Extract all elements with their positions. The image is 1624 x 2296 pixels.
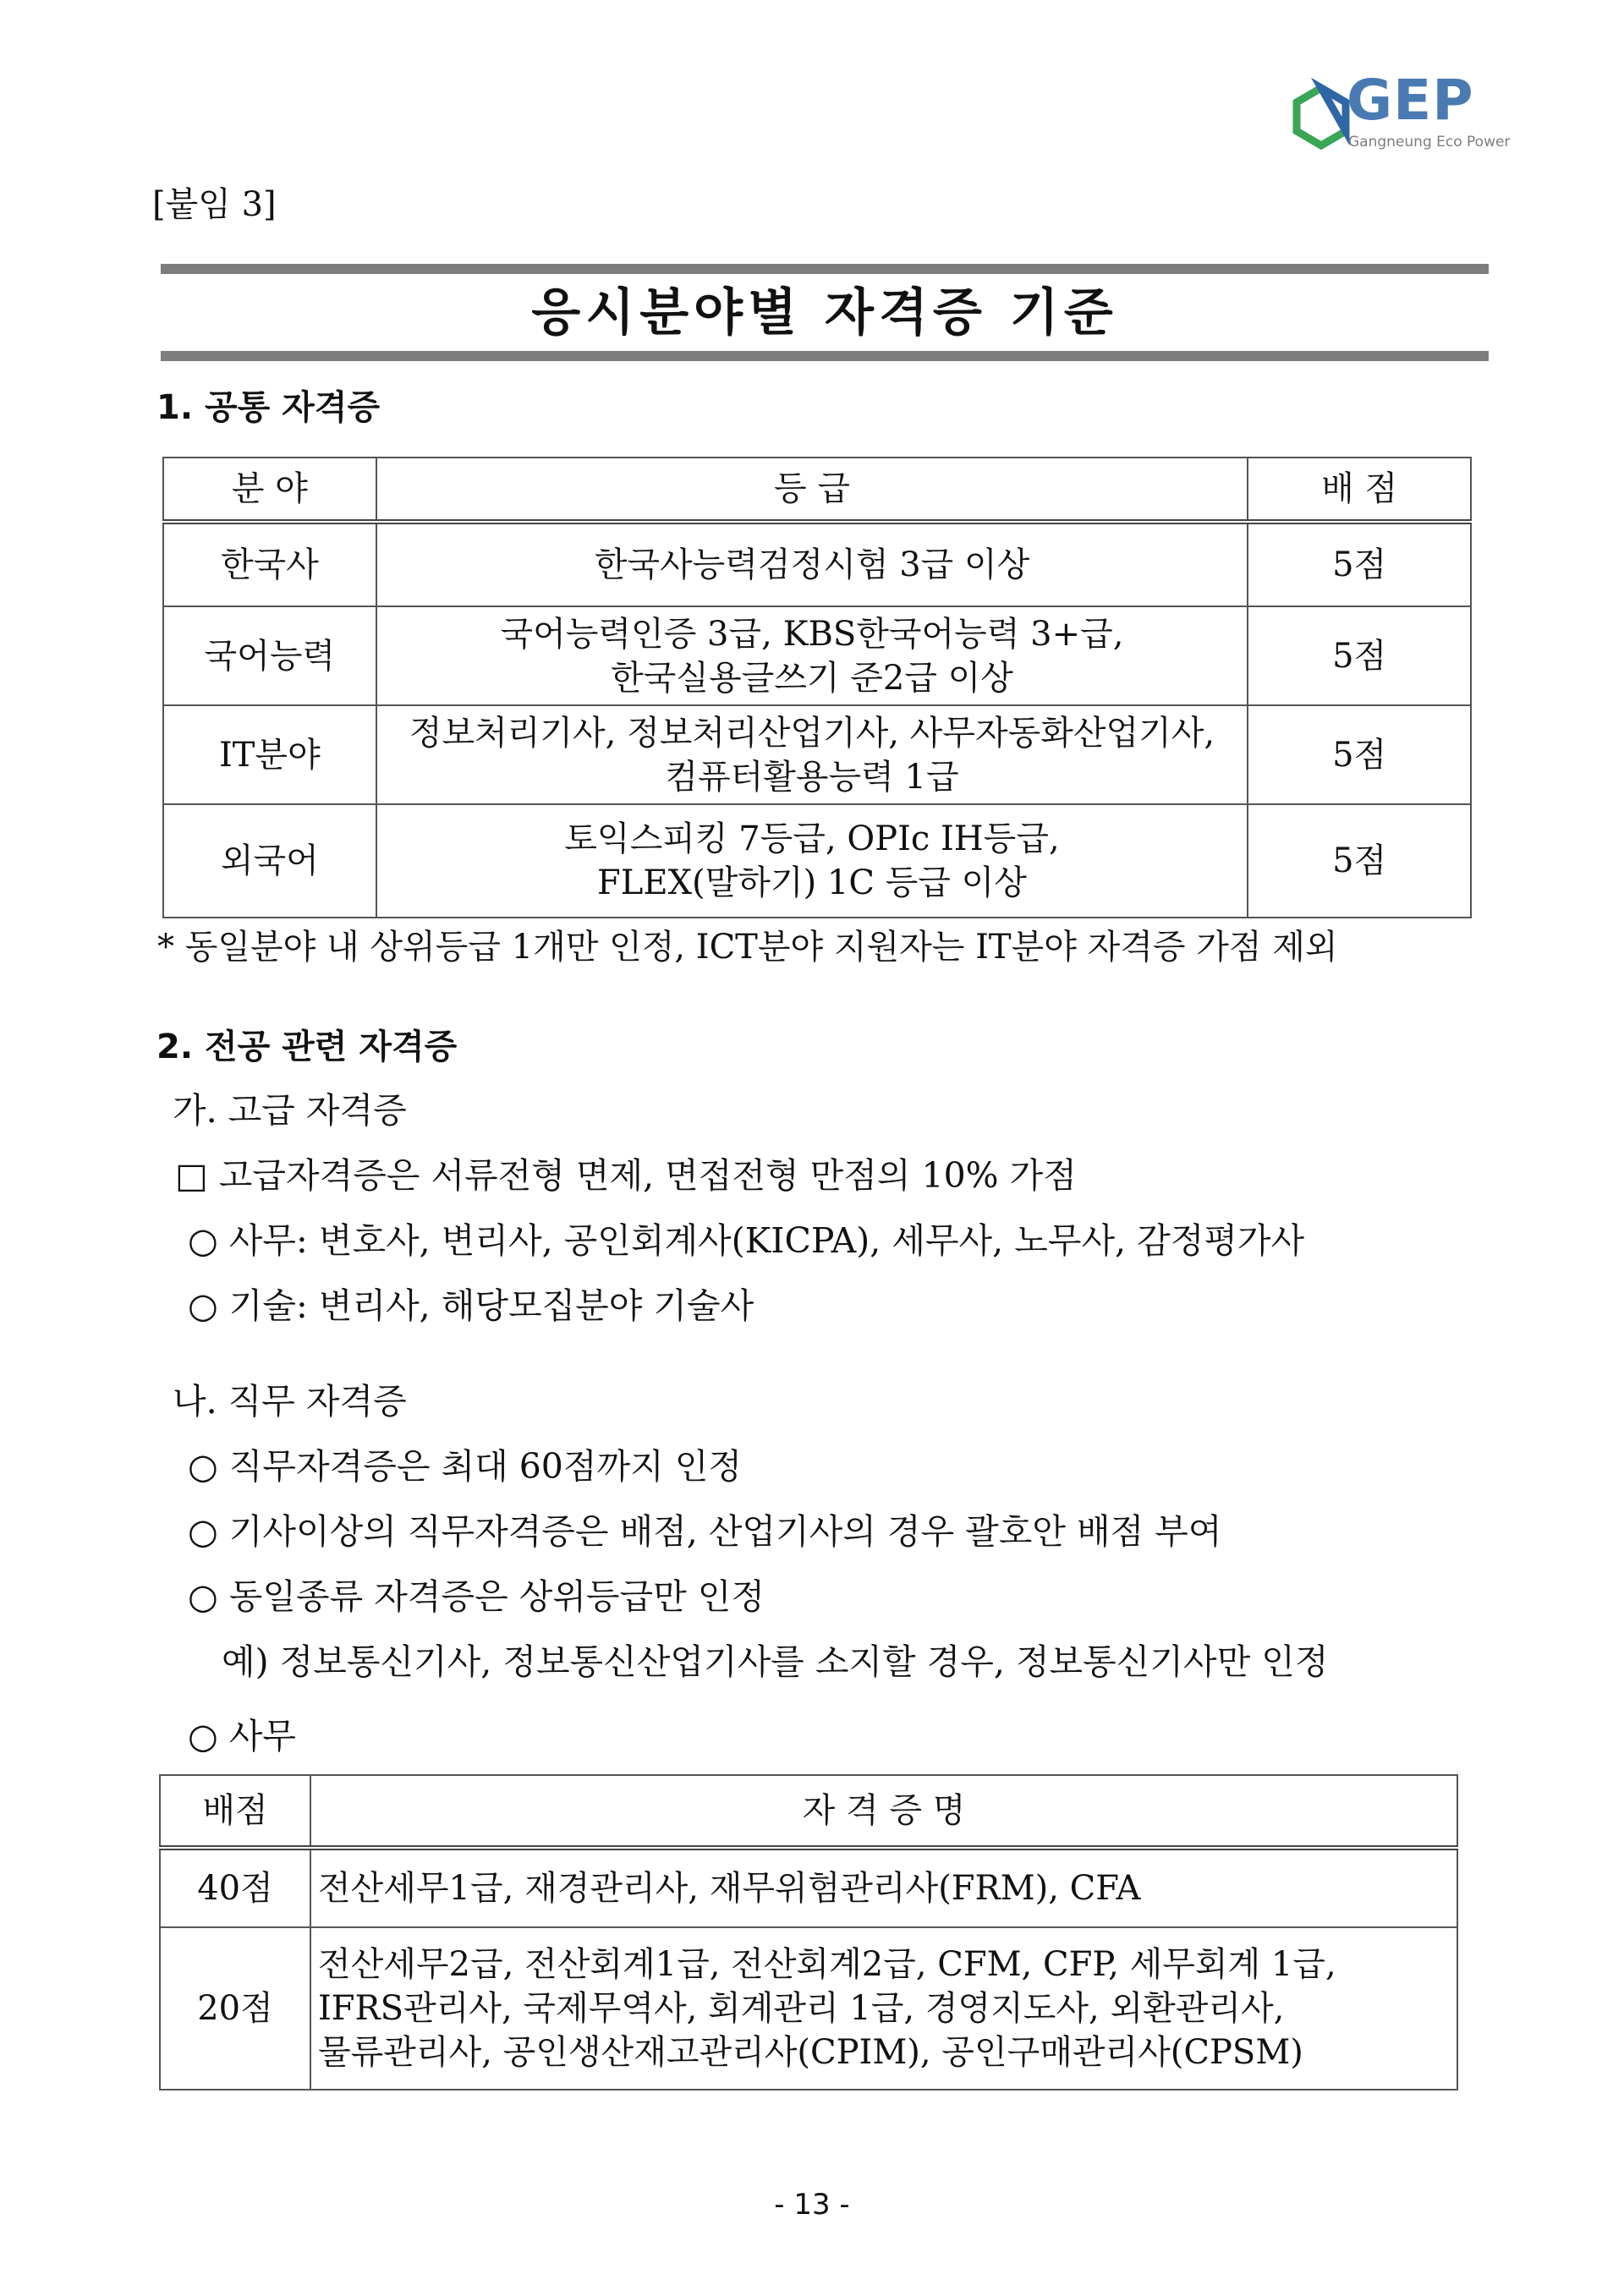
- table-row: [163, 522, 1471, 606]
- table-row: [160, 1848, 1457, 1927]
- cert-line: 전산세무1급, 재경관리사, 재무위험관리사(FRM), CFA: [318, 1869, 1141, 1908]
- grade-cell: [376, 804, 1248, 918]
- table-row: [160, 1927, 1457, 2090]
- grade-cell: [376, 522, 1248, 606]
- score-cell: 5점: [1248, 705, 1471, 804]
- table-header-cert-name: 자 격 증 명: [310, 1775, 1457, 1848]
- page-number: - 13 -: [774, 2188, 850, 2222]
- job-cert-example: 예) 정보통신기사, 정보통신산업기사를 소지할 경우, 정보통신기사만 인정: [222, 1641, 1329, 1682]
- cert-line: IFRS관리사, 국제무역사, 회계관리 1급, 경영지도사, 외환관리사,: [318, 1989, 1285, 2028]
- office-cert-table: [159, 1774, 1458, 2091]
- score-cell: 5점: [1248, 804, 1471, 918]
- advanced-cert-tech: ○ 기술: 변리사, 해당모집분야 기술사: [188, 1285, 754, 1326]
- grade-line: 정보처리기사, 정보처리산업기사, 사무자동화산업기사,: [409, 713, 1215, 753]
- cert-line: 전산세무2급, 전산회계1급, 전산회계2급, CFM, CFP, 세무회계 1급,: [318, 1945, 1336, 1984]
- score-cell: 5점: [1248, 606, 1471, 705]
- grade-line: 한국실용글쓰기 준2급 이상: [611, 658, 1013, 698]
- job-cert-rule: ○ 동일종류 자격증은 상위등급만 인정: [188, 1576, 765, 1617]
- cert-line: 물류관리사, 공인생산재고관리사(CPIM), 공인구매관리사(CPSM): [318, 2033, 1303, 2072]
- advanced-cert-office: ○ 사무: 변호사, 변리사, 공인회계사(KICPA), 세무사, 노무사, 감정평가사: [188, 1220, 1305, 1261]
- field-cell: 외국어: [163, 804, 376, 918]
- table-row: [163, 606, 1471, 705]
- grade-line: 한국사능력검정시험 3급 이상: [594, 545, 1030, 584]
- table-header-field: 분 야: [163, 458, 376, 522]
- section-heading-major: 2. 전공 관련 자격증: [156, 1027, 458, 1066]
- office-category-label: ○ 사무: [188, 1716, 297, 1756]
- attachment-label: [붙임 3]: [152, 185, 277, 224]
- table-row: [163, 705, 1471, 804]
- grade-line: FLEX(말하기) 1C 등급 이상: [597, 863, 1027, 902]
- subsection-heading-job: 나. 직무 자격증: [173, 1381, 407, 1422]
- score-cell: 20점: [160, 1927, 310, 2090]
- job-cert-rule: ○ 기사이상의 직무자격증은 배점, 산업기사의 경우 괄호안 배점 부여: [188, 1511, 1222, 1552]
- table-row: [163, 804, 1471, 918]
- common-cert-note: * 동일분야 내 상위등급 1개만 인정, ICT분야 지원자는 IT분야 자격증 가점 제외: [157, 928, 1338, 967]
- grade-cell: [376, 705, 1248, 804]
- logo-subtitle: Gangneung Eco Power: [1348, 134, 1511, 151]
- advanced-cert-benefit: □ 고급자격증은 서류전형 면제, 면접전형 만점의 10% 가점: [175, 1155, 1077, 1196]
- grade-line: 국어능력인증 3급, KBS한국어능력 3+급,: [500, 614, 1124, 654]
- score-cell: 40점: [160, 1848, 310, 1927]
- grade-cell: [376, 606, 1248, 705]
- field-cell: IT분야: [163, 705, 376, 804]
- table-header-grade: 등 급: [376, 458, 1248, 522]
- field-cell: 한국사: [163, 522, 376, 606]
- subsection-heading-advanced: 가. 고급 자격증: [173, 1090, 407, 1131]
- grade-line: 토익스피킹 7등급, OPIc IH등급,: [564, 819, 1060, 858]
- section-heading-common: 1. 공통 자격증: [156, 388, 381, 427]
- page-title: 응시분야별 자격증 기준: [531, 283, 1118, 342]
- common-cert-table: [162, 457, 1472, 918]
- table-header-score: 배점: [160, 1775, 310, 1848]
- score-cell: 5점: [1248, 522, 1471, 606]
- field-cell: 국어능력: [163, 606, 376, 705]
- logo-text: GEP: [1347, 68, 1474, 133]
- title-bottom-rule: [161, 351, 1489, 361]
- cert-cell: [310, 1848, 1457, 1927]
- job-cert-rule: ○ 직무자격증은 최대 60점까지 인정: [188, 1446, 742, 1487]
- grade-line: 컴퓨터활용능력 1급: [665, 757, 959, 797]
- table-header-score: 배 점: [1248, 458, 1471, 522]
- cert-cell: [310, 1927, 1457, 2090]
- title-top-rule: [161, 264, 1489, 274]
